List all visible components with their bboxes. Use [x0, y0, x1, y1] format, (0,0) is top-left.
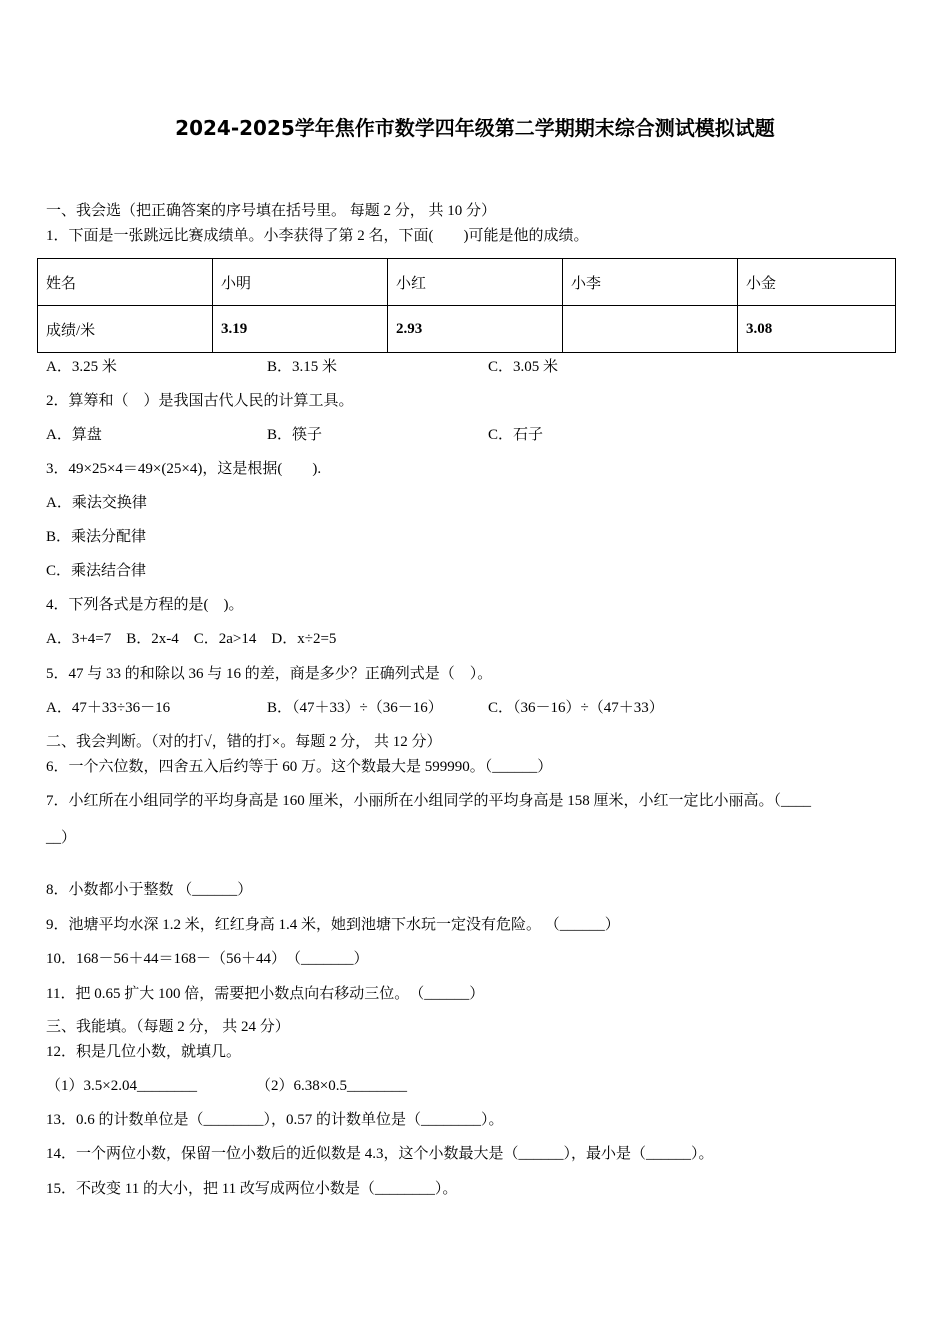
table-cell: 小金 [738, 259, 896, 306]
table-cell: 小明 [213, 259, 388, 306]
table-cell: 小李 [563, 259, 738, 306]
q2-option-a: A．算盘 [46, 427, 102, 443]
q9: 9．池塘平均水深 1.2 米，红红身高 1.4 米，她到池塘下水玩一定没有危险。 （______） [46, 917, 620, 933]
section3-heading: 三、我能填。（每题 2 分， 共 24 分） [46, 1019, 290, 1035]
table-cell: 3.19 [213, 306, 388, 353]
q5-option-b: B．（47＋33）÷（36－16） [267, 700, 443, 716]
q8: 8．小数都小于整数 （______） [46, 882, 253, 898]
q5-stem: 5．47 与 33 的和除以 36 与 16 的差，商是多少？正确列式是（ ）。 [46, 666, 493, 682]
q2-option-c: C．石子 [488, 427, 544, 443]
q3-option-b: B．乘法分配律 [46, 529, 147, 545]
q4-options: A．3+4=7 B．2x-4 C．2a>14 D．x÷2=5 [46, 631, 337, 647]
table-cell: 成绩/米 [38, 306, 213, 353]
q3-stem: 3．49×25×4＝49×(25×4)，这是根据( ). [46, 461, 322, 477]
q5-option-a: A．47＋33÷36－16 [46, 700, 171, 716]
section2-heading: 二、我会判断。（对的打√，错的打×。每题 2 分， 共 12 分） [46, 734, 442, 750]
q2-stem: 2．算筹和（ ）是我国古代人民的计算工具。 [46, 393, 354, 409]
q1-option-c: C．3.05 米 [488, 359, 559, 375]
table-cell: 姓名 [38, 259, 213, 306]
table-cell [563, 306, 738, 353]
section1-heading: 一、我会选（把正确答案的序号填在括号里。 每题 2 分， 共 10 分） [46, 203, 497, 219]
table-cell: 2.93 [388, 306, 563, 353]
q13: 13．0.6 的计数单位是（________），0.57 的计数单位是（________）。 [46, 1112, 504, 1128]
q11: 11．把 0.65 扩大 100 倍，需要把小数点向右移动三位。 （______） [46, 986, 485, 1002]
q5-option-c: C．（36－16）÷（47＋33） [488, 700, 664, 716]
q1-stem: 1．下面是一张跳远比赛成绩单。小李获得了第 2 名，下面( )可能是他的成绩。 [46, 228, 589, 244]
table-cell: 3.08 [738, 306, 896, 353]
score-table [37, 258, 896, 353]
q3-option-c: C．乘法结合律 [46, 563, 147, 579]
table-cell: 小红 [388, 259, 563, 306]
q12-stem: 12．积是几位小数，就填几。 [46, 1044, 242, 1060]
q14: 14．一个两位小数，保留一位小数后的近似数是 4.3，这个小数最大是（______），最小是（______）。 [46, 1146, 714, 1162]
q1-option-b: B．3.15 米 [267, 359, 338, 375]
q12-part1: （1）3.5×2.04________ [46, 1078, 197, 1094]
q7-line1: 7．小红所在小组同学的平均身高是 160 厘米，小丽所在小组同学的平均身高是 158 厘米，小红一定比小丽高。（____ [46, 793, 812, 809]
table-row [38, 259, 896, 306]
q7-line2: __） [46, 830, 77, 846]
q10: 10．168－56＋44＝168－（56＋44） （_______） [46, 951, 369, 967]
q12-part2: （2）6.38×0.5________ [256, 1078, 407, 1094]
q2-option-b: B．筷子 [267, 427, 323, 443]
table-row [38, 306, 896, 353]
q15: 15．不改变 11 的大小，把 11 改写成两位小数是（________）。 [46, 1181, 458, 1197]
q3-option-a: A．乘法交换律 [46, 495, 147, 511]
q1-option-a: A．3.25 米 [46, 359, 117, 375]
q4-stem: 4．下列各式是方程的是( )。 [46, 597, 244, 613]
q6: 6．一个六位数，四舍五入后约等于 60 万。这个数最大是 599990。（______） [46, 759, 553, 775]
page-title: 2024-2025学年焦作市数学四年级第二学期期末综合测试模拟试题 [175, 116, 775, 140]
